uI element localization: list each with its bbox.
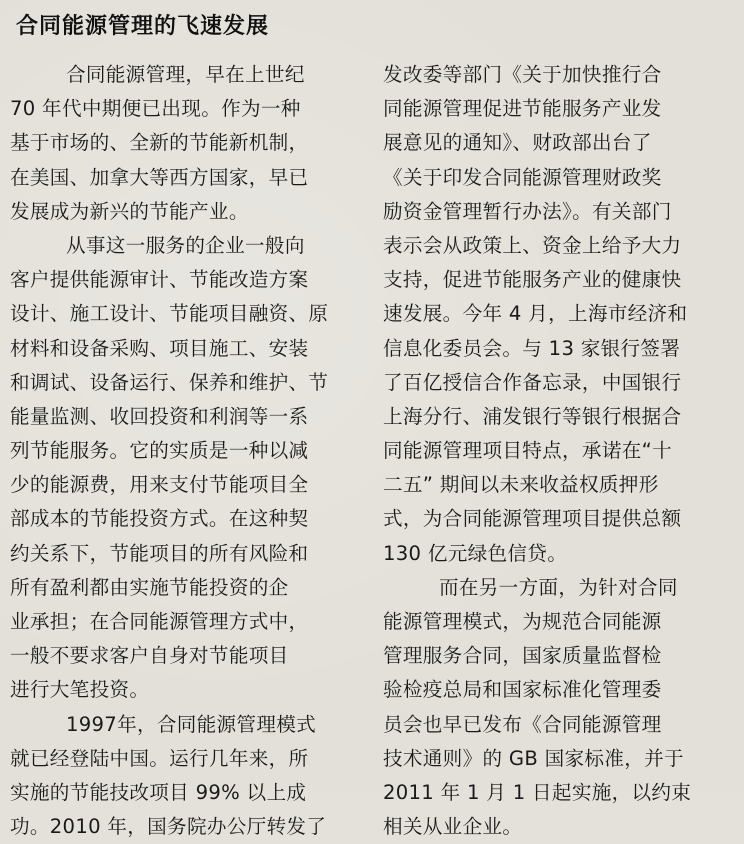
- text-line: 二五” 期间以未来收益权质押形: [383, 473, 659, 497]
- text-line: 客户提供能源审计、节能改造方案: [10, 268, 309, 292]
- text-line: 励资金管理暂行办法》。有关部门: [383, 199, 672, 223]
- text-line: 《关于印发合同能源管理财政奖: [383, 165, 662, 189]
- text-line: 发改委等部门《关于加快推行合: [383, 63, 662, 86]
- text-line: 就已经登陆中国。运行几年来，所: [10, 746, 309, 770]
- text-line: 2011 年 1 月 1 日起实施，以约束: [383, 780, 692, 804]
- text-line: 能源管理模式，为规范合同能源: [383, 610, 662, 633]
- text-line: 130 亿元绿色信贷。: [383, 541, 568, 565]
- text-line: 在美国、加拿大等西方国家，早已: [10, 165, 309, 189]
- text-line: 1997年，合同能源管理模式: [66, 712, 317, 736]
- text-line: 员会也早已发布《合同能源管理: [383, 712, 662, 736]
- paragraph: [10, 58, 360, 229]
- left-column: [10, 58, 360, 844]
- text-line: 表示会从政策上、资金上给予大力: [383, 233, 682, 257]
- text-line: 同能源管理项目特点，承诺在“十: [383, 439, 672, 463]
- article-headline: 合同能源管理的飞速发展: [16, 14, 270, 39]
- text-line: 约关系下，节能项目的所有风险和: [10, 541, 309, 565]
- text-line: 少的能源费，用来支付节能项目全: [10, 473, 309, 497]
- text-line: 相关从业企业。: [383, 815, 523, 839]
- text-line: 能量监测、收回投资和利润等一系: [10, 404, 309, 428]
- text-line: 一般不要求客户自身对节能项目: [10, 644, 289, 668]
- paragraph: [10, 708, 360, 844]
- paragraph: [10, 229, 360, 708]
- text-line: 发展成为新兴的节能产业。: [10, 199, 249, 223]
- text-line: 和调试、设备运行、保养和维护、节: [10, 370, 329, 394]
- text-line: 信息化委员会。与 13 家银行签署: [383, 336, 681, 360]
- text-line: 速发展。今年 4 月，上海市经济和: [383, 302, 688, 326]
- paragraph: [383, 571, 733, 844]
- text-line: 式，为合同能源管理项目提供总额: [383, 507, 682, 531]
- text-line: 列节能服务。它的实质是一种以减: [10, 439, 309, 463]
- text-line: 了百亿授信合作备忘录，中国银行: [383, 370, 682, 394]
- text-line: 功。2010 年，国务院办公厅转发了: [10, 815, 327, 839]
- text-line: 而在另一方面，为针对合同: [439, 575, 678, 599]
- text-line: 合同能源管理，早在上世纪: [66, 63, 305, 86]
- text-line: 实施的节能技改项目 99% 以上成: [10, 780, 307, 804]
- text-line: 所有盈利都由实施节能投资的企: [10, 575, 289, 599]
- text-line: 支持，促进节能服务产业的健康快: [383, 268, 682, 292]
- text-line: 从事这一服务的企业一般向: [66, 233, 305, 257]
- text-line: 70 年代中期便已出现。作为一种: [10, 97, 301, 121]
- text-line: 验检疫总局和国家标准化管理委: [383, 678, 662, 702]
- text-line: 基于市场的、全新的节能新机制，: [10, 131, 309, 155]
- text-line: 技术通则》的 GB 国家标准，并于: [383, 746, 684, 770]
- text-line: 进行大笔投资。: [10, 678, 150, 702]
- text-line: 部成本的节能投资方式。在这种契: [10, 507, 309, 531]
- text-line: 业承担；在合同能源管理方式中，: [10, 610, 309, 633]
- paragraph: [383, 58, 733, 571]
- text-line: 材料和设备采购、项目施工、安装: [10, 336, 309, 360]
- text-line: 同能源管理促进节能服务产业发: [383, 97, 662, 121]
- text-line: 上海分行、浦发银行等银行根据合: [383, 404, 682, 428]
- text-line: 管理服务合同，国家质量监督检: [383, 644, 662, 668]
- text-line: 设计、施工设计、节能项目融资、原: [10, 302, 329, 326]
- right-column: [383, 58, 733, 844]
- text-line: 展意见的通知》、财政部出台了: [383, 131, 652, 155]
